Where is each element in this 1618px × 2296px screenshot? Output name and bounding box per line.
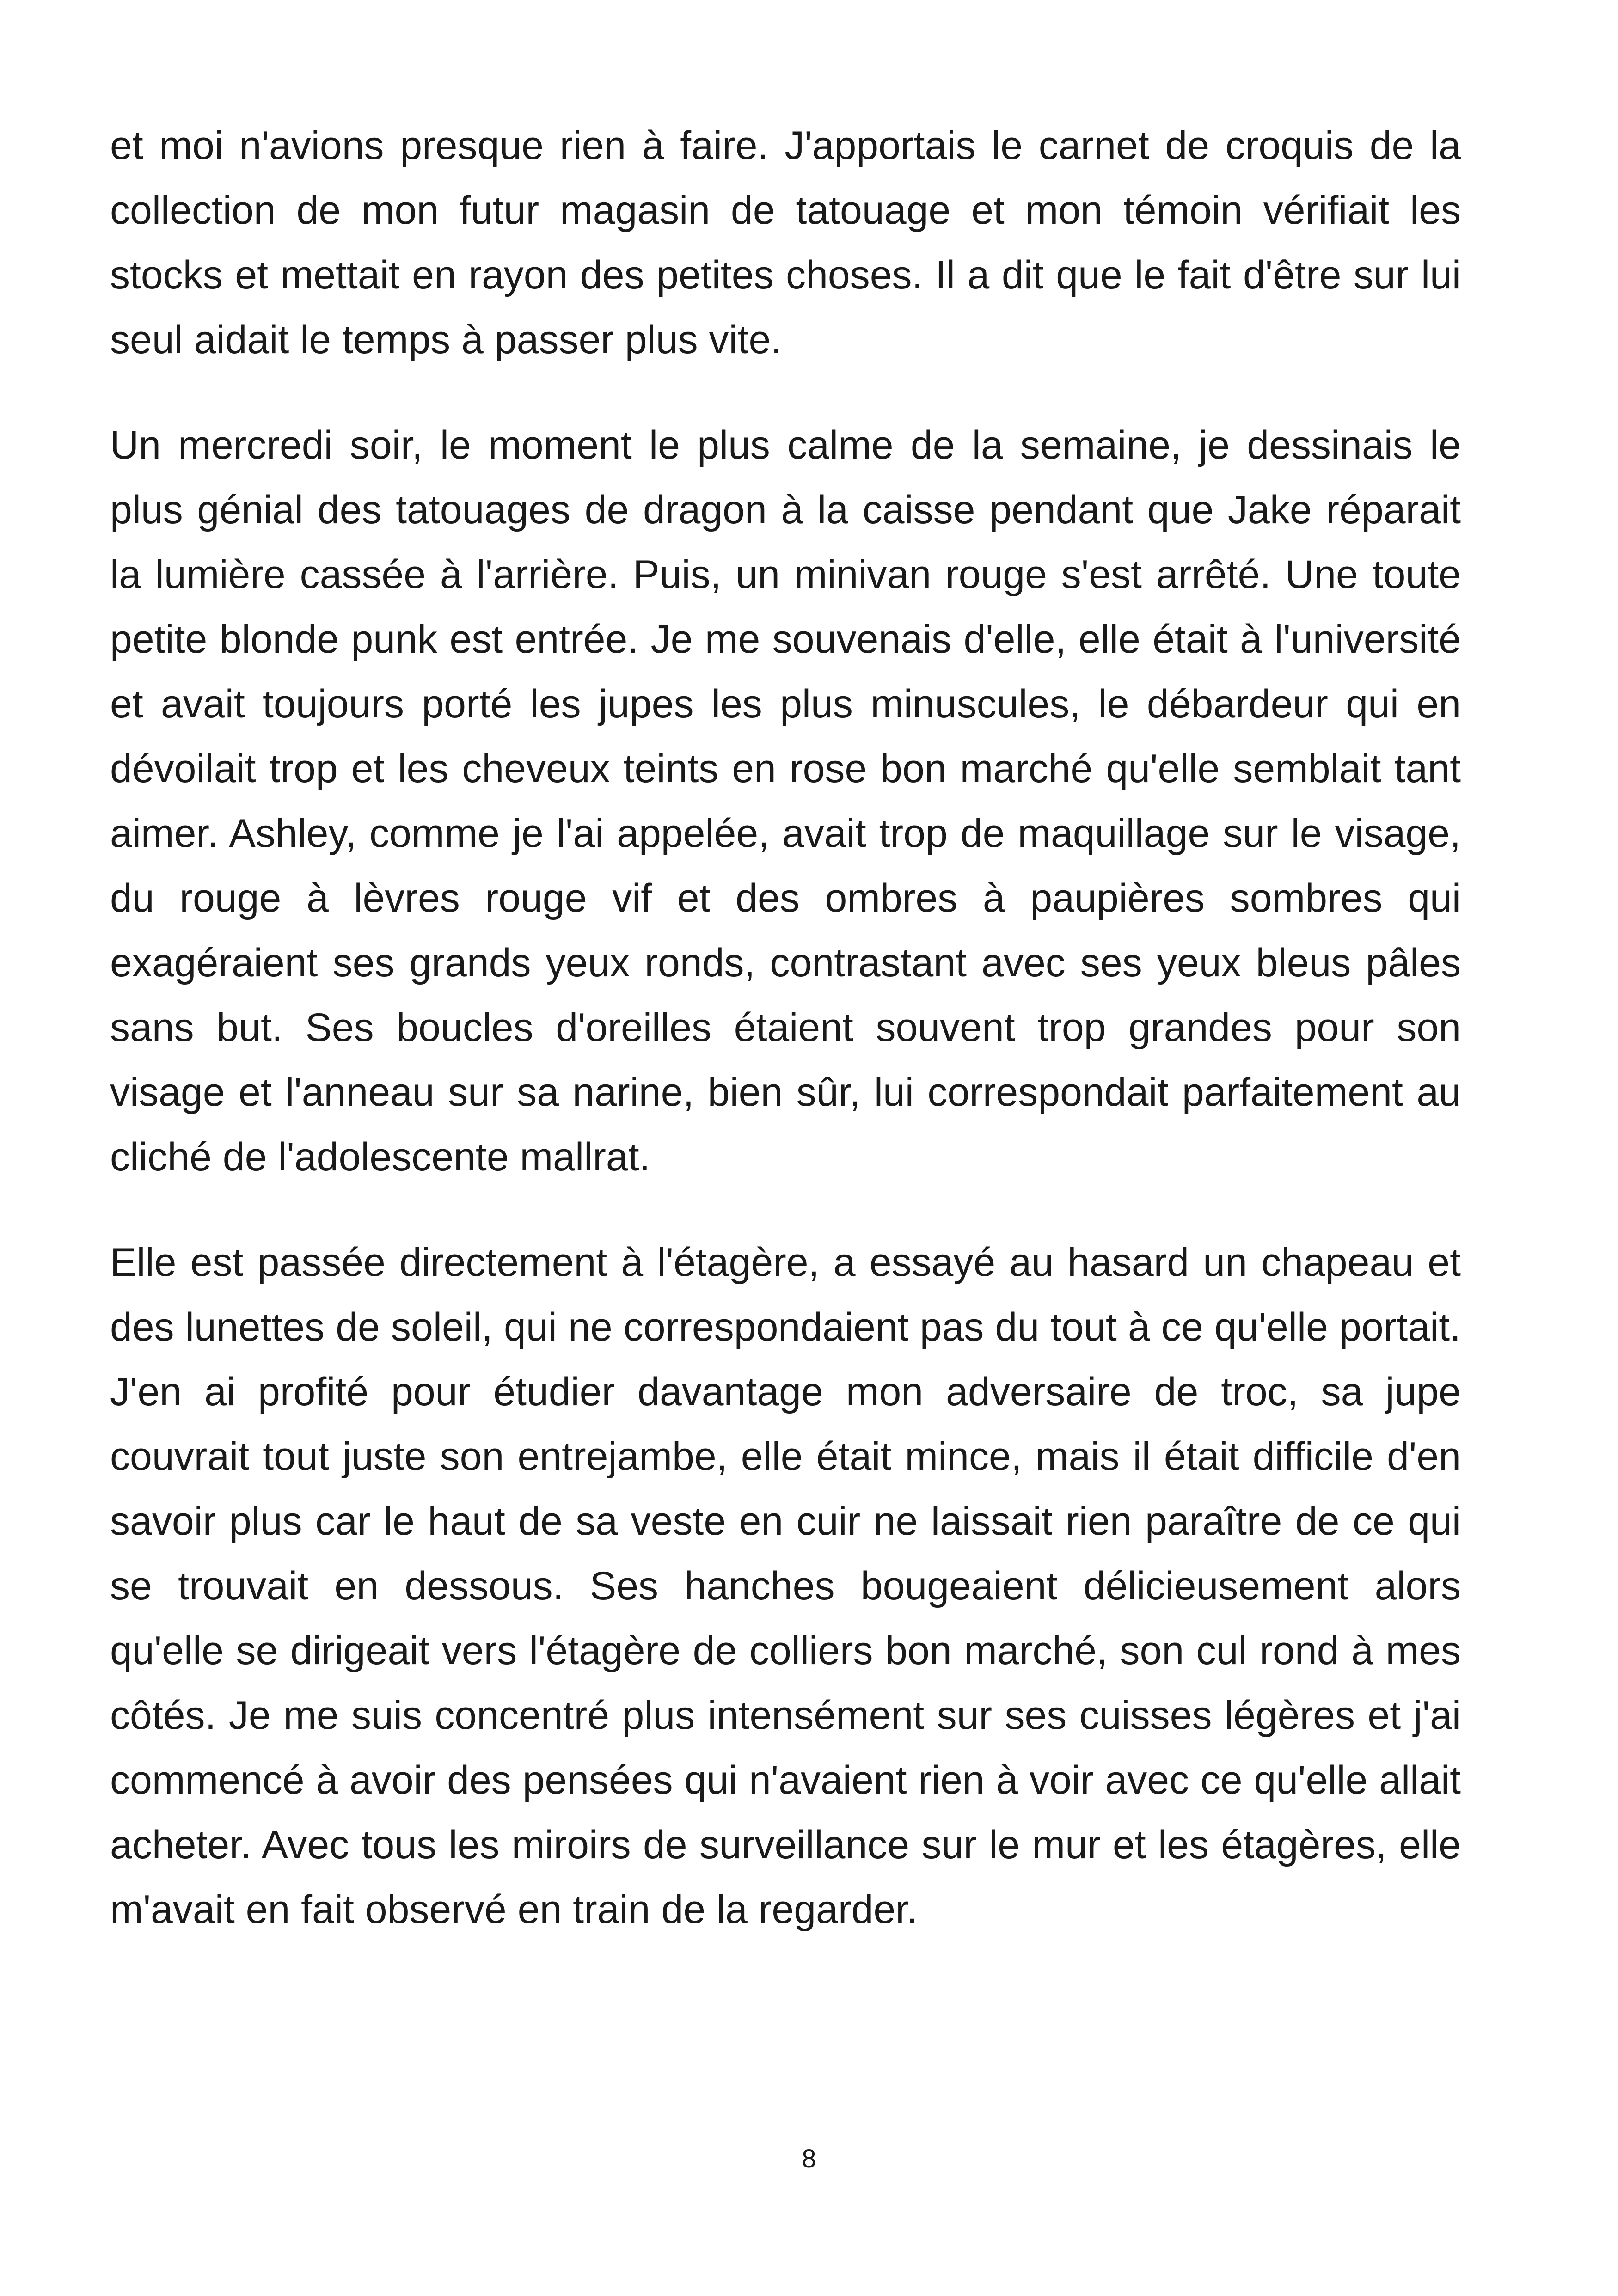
page-number: 8 [802,2144,816,2173]
body-text [110,113,1461,1942]
paragraph-3: Elle est passée directement à l'étagère, a essayé au hasard un chapeau et des lunettes de soleil, qui ne correspondaient pas du tout à ce qu'elle portait. J'en ai profité pour étudier davantage mon adversaire de troc, sa jupe couvrait tout juste son entrejambe, elle était mince, mais il était difficile d'en savoir plus car le haut de sa veste en cuir ne laissait rien paraître de ce qui se trouvait en dessous. Ses hanches bougeaient délicieusement alors qu'elle se dirigeait vers l'étagère de colliers bon marché, son cul rond à mes côtés. Je me suis concentré plus intensément sur ses cuisses légères et j'ai commencé à avoir des pensées qui n'avaient rien à voir avec ce qu'elle allait acheter. Avec tous les miroirs de surveillance sur le mur et les étagères, elle m'avait en fait observé en train de la regarder. [110,1240,1461,1932]
paragraph-2: Un mercredi soir, le moment le plus calme de la semaine, je dessinais le plus génial des tatouages de dragon à la caisse pendant que Jake réparait la lumière cassée à l'arrière. Puis, un minivan rouge s'est arrêté. Une toute petite blonde punk est entrée. Je me souvenais d'elle, elle était à l'université et avait toujours porté les jupes les plus minuscules, le débardeur qui en dévoilait trop et les cheveux teints en rose bon marché qu'elle semblait tant aimer. Ashley, comme je l'ai appelée, avait trop de maquillage sur le visage, du rouge à lèvres rouge vif et des ombres à paupières sombres qui exagéraient ses grands yeux ronds, contrastant avec ses yeux bleus pâles sans but. Ses boucles d'oreilles étaient souvent trop grandes pour son visage et l'anneau sur sa narine, bien sûr, lui correspondait parfaitement au cliché de l'adolescente mallrat. [110,423,1461,1179]
paragraph-1: et moi n'avions presque rien à faire. J'apportais le carnet de croquis de la collection de mon futur magasin de tatouage et mon témoin vérifiait les stocks et mettait en rayon des petites choses. Il a dit que le fait d'être sur lui seul aidait le temps à passer plus vite. [110,123,1461,362]
